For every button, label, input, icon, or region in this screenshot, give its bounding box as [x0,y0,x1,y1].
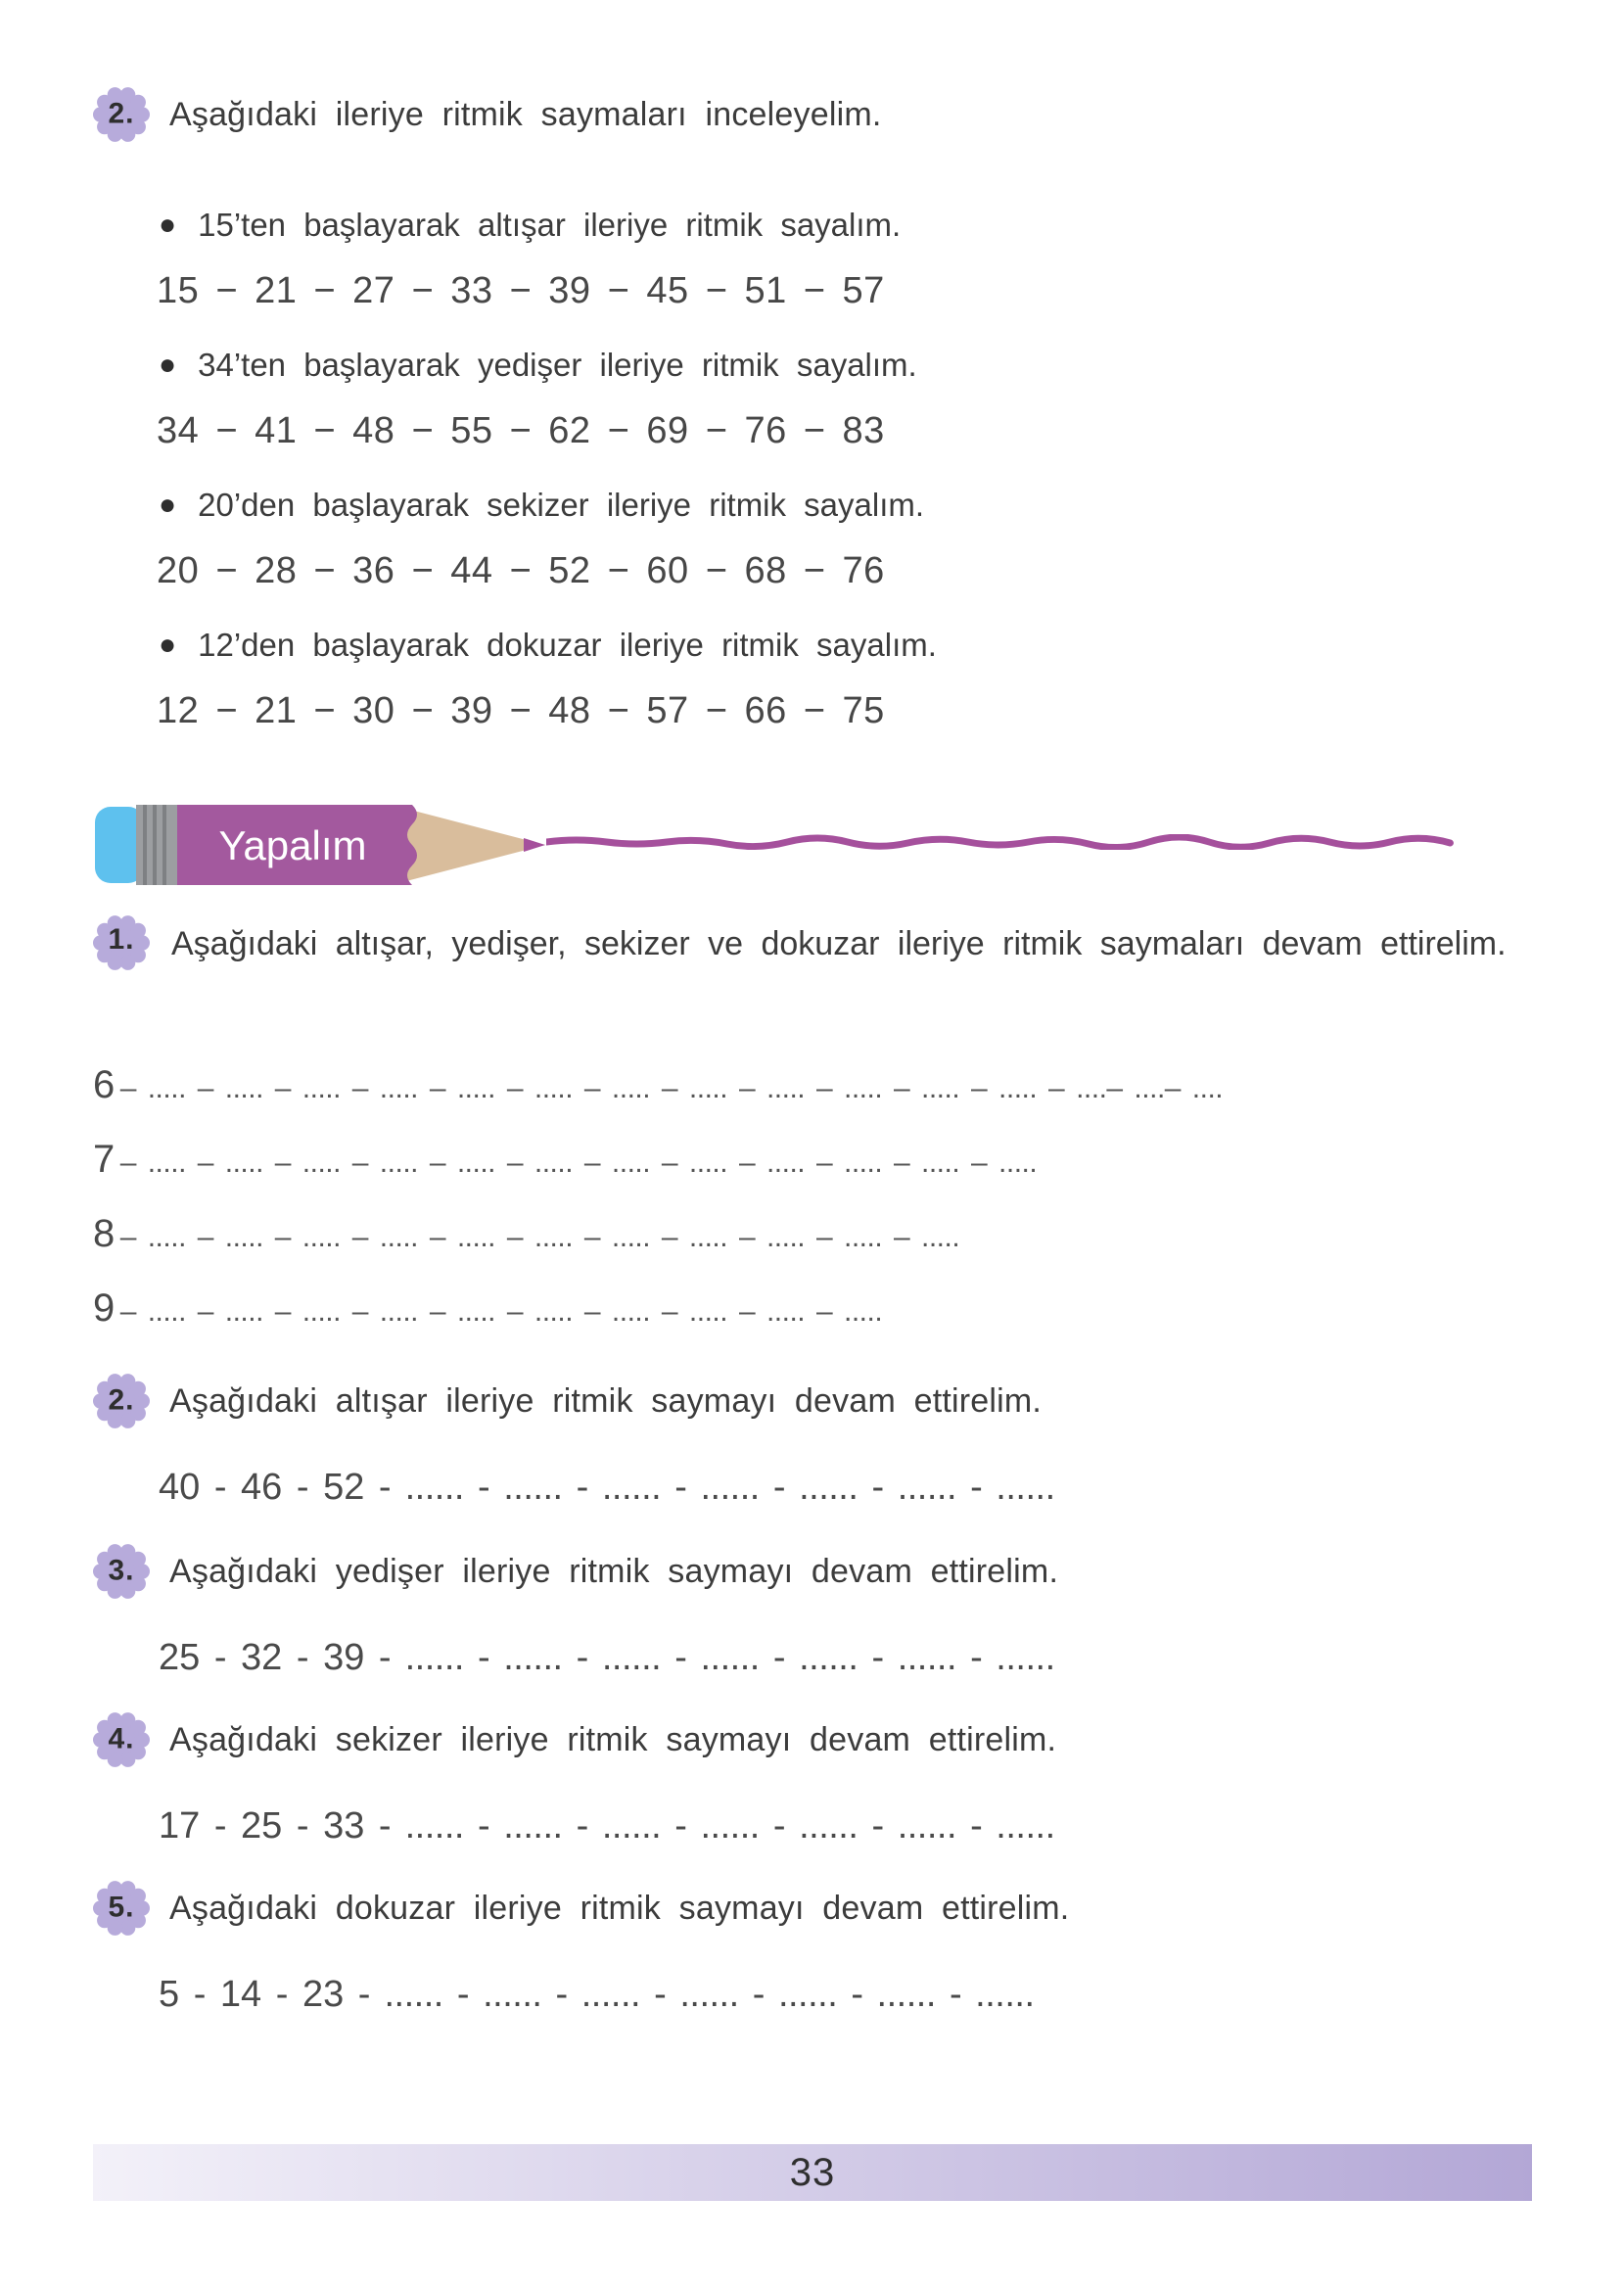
row-start-number: 6 [93,1063,116,1106]
intro-heading [93,86,1532,143]
bullet-icon: ● [159,489,177,521]
exercise-3-prompt: Aşağıdaki yedişer ileriye ritmik saymayı devam ettirelim. [169,1552,1059,1590]
bullet-text: 34’ten başlayarak yedişer ileriye ritmik sayalım. [198,347,917,383]
intro-sequence-3: 20 − 28 − 36 − 44 − 52 − 60 − 68 − 76 [157,550,885,591]
intro-bullet-1 [159,207,901,244]
intro-sequence-1: 15 − 21 − 27 − 33 − 39 − 45 − 51 − 57 [157,270,885,311]
badge-number: 2. [108,1383,135,1417]
row-blanks: – ..... – ..... – ..... – ..... – ..... – ..... – ..... – ..... – ..... – ..... – ..... [119,1221,960,1253]
bullet-text: 20’den başlayarak sekizer ileriye ritmik sayalım. [198,487,925,523]
bullet-icon: ● [159,349,177,381]
sequence-blanks: ...... - ...... - ...... - ...... - ...... - ...... - ...... [391,1467,1055,1508]
count-row-9 [93,1286,882,1331]
page-footer-bar [93,2144,1532,2201]
exercise-4-heading [93,1711,1532,1768]
bullet-text: 15’ten başlayarak altışar ileriye ritmik sayalım. [198,207,902,243]
underline-squiggle [546,834,1510,855]
intro-sequence-4: 12 − 21 − 30 − 39 − 48 − 57 − 66 − 75 [157,690,885,731]
count-row-6 [93,1063,1223,1107]
intro-title: Aşağıdaki ileriye ritmik saymaları inceleyelim. [169,95,882,133]
row-start-number: 8 [93,1212,116,1255]
section-header-yapalim [93,801,553,889]
bullet-icon: ● [159,209,177,241]
exercise-4-sequence [159,1805,1055,1847]
intro-bullet-3 [159,487,924,524]
row-blanks: – ..... – ..... – ..... – ..... – ..... – ..... – ..... – ..... – ..... – ..... [119,1295,883,1328]
number-badge [93,86,150,143]
exercise-5-prompt: Aşağıdaki dokuzar ileriye ritmik saymayı devam ettirelim. [169,1889,1070,1927]
row-blanks: – ..... – ..... – ..... – ..... – ..... – ..... – ..... – ..... – ..... – ..... – ..... – ..... [119,1146,1038,1179]
sequence-blanks: ...... - ...... - ...... - ...... - ...... - ...... - ...... [391,1805,1055,1847]
exercise-2-prompt: Aşağıdaki altışar ileriye ritmik saymayı devam ettirelim. [169,1381,1043,1420]
badge-number: 5. [108,1891,135,1924]
count-row-8 [93,1212,959,1256]
pencil-icon [93,801,553,889]
intro-bullet-2 [159,347,917,384]
exercise-2-sequence [159,1467,1055,1509]
sequence-given: 17 - 25 - 33 - [159,1805,392,1847]
row-start-number: 9 [93,1286,116,1330]
exercise-5-sequence [159,1974,1035,2016]
number-badge [93,1711,150,1768]
bullet-text: 12’den başlayarak dokuzar ileriye ritmik sayalım. [198,627,937,663]
number-badge [93,1880,150,1937]
intro-bullet-4 [159,627,937,664]
sequence-blanks: ...... - ...... - ...... - ...... - ...... - ...... - ...... [370,1974,1035,2015]
exercise-1-prompt: Aşağıdaki altışar, yedişer, sekizer ve dokuzar ileriye ritmik saymaları devam ettirelim. [171,925,1507,962]
sequence-blanks: ...... - ...... - ...... - ...... - ...... - ...... - ...... [391,1637,1055,1678]
row-blanks: – ..... – ..... – ..... – ..... – ..... – ..... – ..... – ..... – ..... – ..... – ..... – ..... – ....– ....– .... [119,1072,1224,1104]
count-row-7 [93,1138,1037,1182]
badge-number: 2. [108,97,135,130]
badge-number: 4. [108,1722,135,1755]
exercise-4-prompt: Aşağıdaki sekizer ileriye ritmik saymayı devam ettirelim. [169,1720,1057,1758]
exercise-3-heading [93,1543,1532,1600]
sequence-given: 40 - 46 - 52 - [159,1467,392,1508]
exercise-3-sequence [159,1637,1055,1679]
sequence-given: 5 - 14 - 23 - [159,1974,371,2015]
number-badge [93,916,150,965]
number-badge [93,1373,150,1429]
number-badge [93,1543,150,1600]
row-start-number: 7 [93,1138,116,1181]
sequence-given: 25 - 32 - 39 - [159,1637,392,1678]
exercise-5-heading [93,1880,1532,1937]
section-header-label: Yapalım [218,822,367,868]
pencil-graphite-tip [524,838,545,852]
intro-sequence-2: 34 − 41 − 48 − 55 − 62 − 69 − 76 − 83 [157,410,885,451]
bullet-icon: ● [159,629,177,661]
badge-number: 1. [108,922,135,956]
badge-number: 3. [108,1554,135,1587]
page-number: 33 [789,2150,836,2194]
exercise-1-prompt-block [93,916,1537,971]
exercise-2-heading [93,1373,1532,1429]
